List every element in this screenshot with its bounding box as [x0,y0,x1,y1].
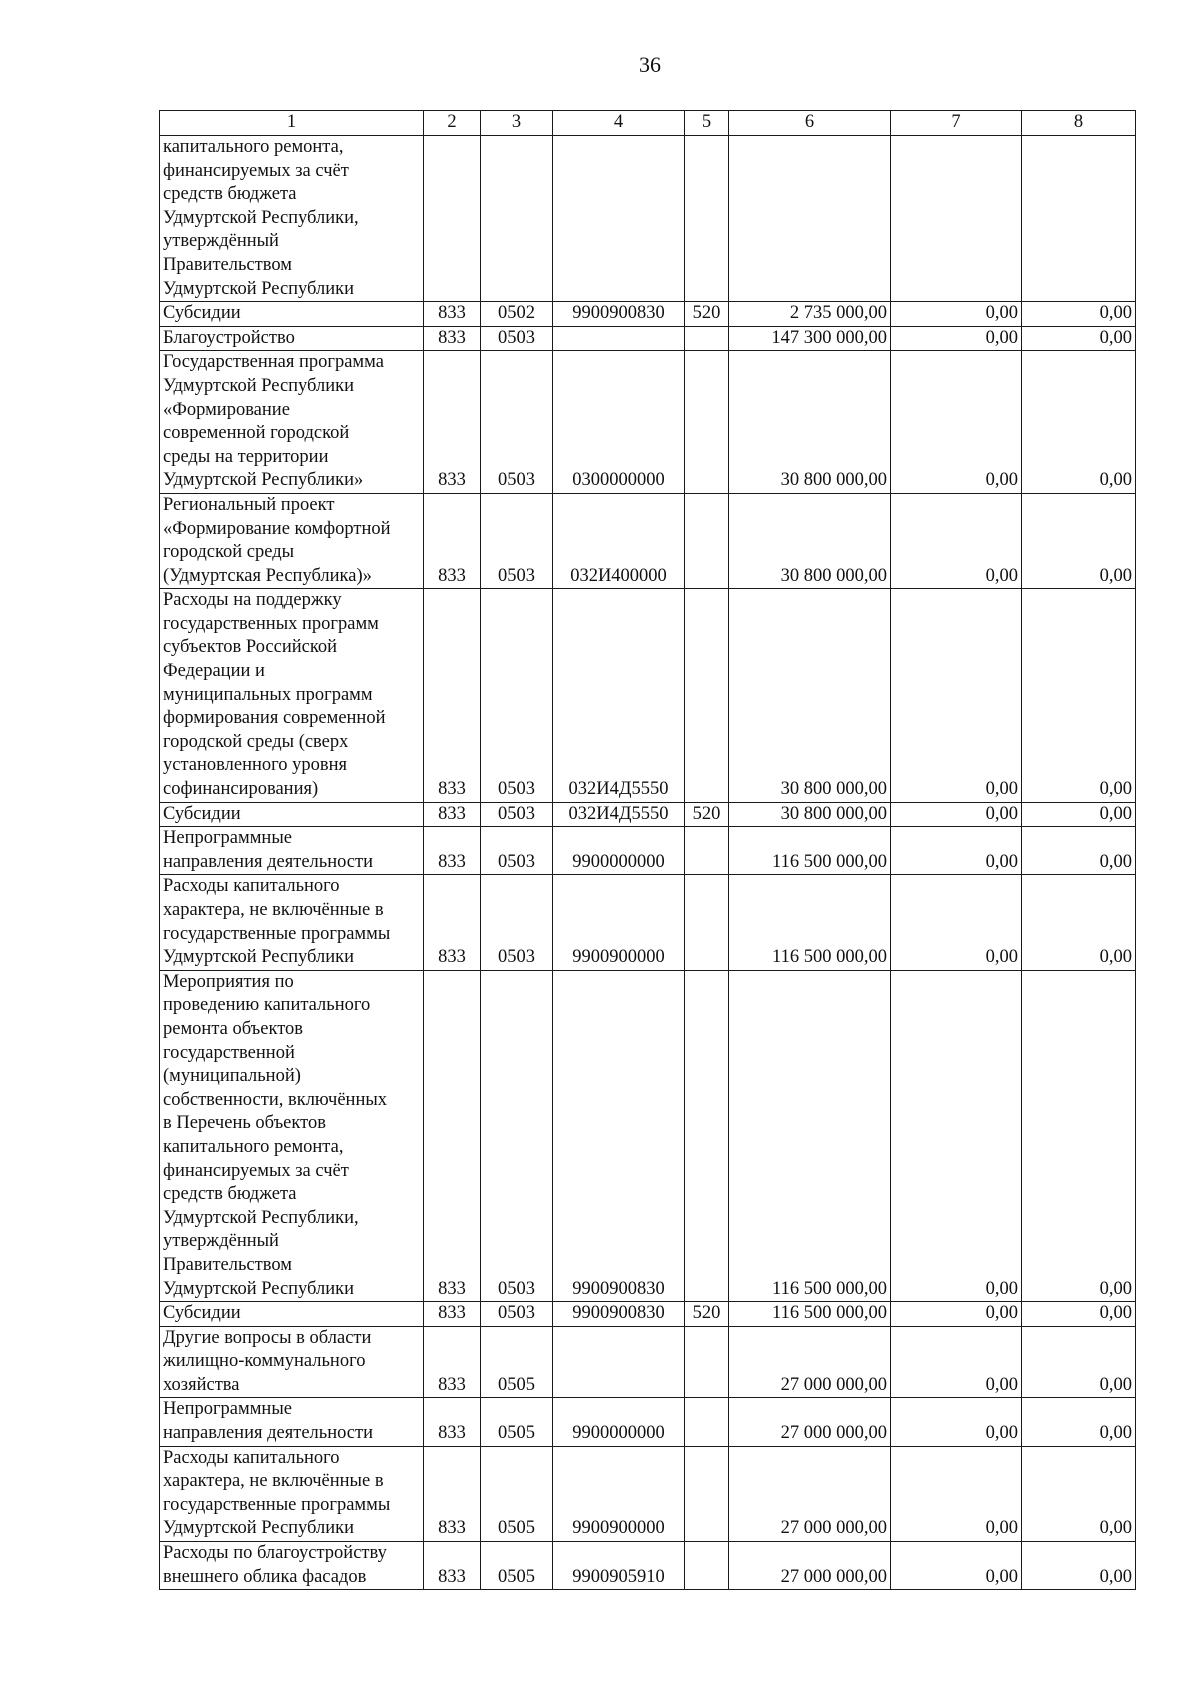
section-code-cell: 0503 [481,493,553,588]
row-name-line: «Формирование [163,399,290,420]
expense-type-cell: 520 [685,802,729,827]
row-name-line: софинансирования) [163,779,319,800]
row-name-line: ремонта объектов [163,1018,304,1039]
amount-col7-cell: 0,00 [891,970,1022,1301]
budget-table [159,110,1136,1590]
row-name-line: Расходы на поддержку [163,590,342,611]
column-number-row [160,111,1136,136]
department-code-cell: 833 [424,1326,481,1398]
table-row [160,1542,1136,1590]
row-name-line: Удмуртской Республики [163,278,355,299]
expense-type-cell [685,827,729,875]
amount-col7-cell: 0,00 [891,1542,1022,1590]
target-article-cell: 9900900830 [553,302,685,327]
department-code-cell: 833 [424,493,481,588]
column-number-cell: 8 [1022,111,1136,136]
row-name-line: средств бюджета [163,1184,297,1205]
row-name-cell [160,1326,424,1398]
expense-type-cell [685,136,729,302]
expense-type-cell [685,1446,729,1541]
row-name-line: Расходы капитального [163,876,340,897]
department-code-cell: 833 [424,1302,481,1327]
row-name-cell [160,589,424,802]
row-name-cell [160,802,424,827]
amount-col7-cell: 0,00 [891,1398,1022,1446]
table-row [160,351,1136,494]
row-name-line: Удмуртской Республики [163,1518,355,1539]
section-code-cell: 0505 [481,1398,553,1446]
table-row [160,1326,1136,1398]
row-name-line: средств бюджета [163,184,297,205]
section-code-cell: 0503 [481,1302,553,1327]
target-article-cell [553,1326,685,1398]
row-name-line: финансируемых за счёт [163,160,349,181]
amount-col8-cell: 0,00 [1022,1302,1136,1327]
row-name-line: Удмуртской Республики [163,1278,355,1299]
department-code-cell [424,136,481,302]
row-name-cell [160,970,424,1301]
amount-col6-cell [729,136,891,302]
row-name-line: Правительством [163,1254,292,1275]
target-article-cell: 9900000000 [553,827,685,875]
row-name-cell [160,1398,424,1446]
row-name-line: государственных программ [163,613,379,634]
row-name-line: капитального ремонта, [163,137,344,157]
amount-col7-cell: 0,00 [891,802,1022,827]
department-code-cell: 833 [424,326,481,351]
amount-col7-cell: 0,00 [891,1302,1022,1327]
target-article-cell [553,136,685,302]
row-name-line: Удмуртской Республики [163,947,355,968]
expense-type-cell: 520 [685,302,729,327]
target-article-cell: 9900900830 [553,1302,685,1327]
row-name-line: городской среды (сверх [163,731,349,752]
row-name-line: Региональный проект [163,494,335,515]
page-number: 36 [639,52,661,77]
department-code-cell: 833 [424,827,481,875]
row-name-line: Государственная программа [163,352,384,373]
row-name-line: Расходы по благоустройству [163,1543,387,1564]
expense-type-cell [685,1542,729,1590]
section-code-cell: 0503 [481,827,553,875]
expense-type-cell [685,493,729,588]
row-name-line: Удмуртской Республики [163,375,355,396]
row-name-line: Удмуртской Республики, [163,1207,359,1228]
row-name-cell [160,875,424,970]
expense-type-cell [685,589,729,802]
column-number-cell: 5 [685,111,729,136]
column-number-cell: 6 [729,111,891,136]
amount-col7-cell: 0,00 [891,302,1022,327]
row-name-line: направления деятельности [163,1423,374,1444]
table-row [160,589,1136,802]
table-body [160,136,1136,1590]
column-number-cell: 4 [553,111,685,136]
table-row [160,970,1136,1301]
section-code-cell: 0503 [481,970,553,1301]
amount-col8-cell: 0,00 [1022,1446,1136,1541]
amount-col7-cell: 0,00 [891,1446,1022,1541]
section-code-cell: 0503 [481,326,553,351]
amount-col8-cell: 0,00 [1022,802,1136,827]
department-code-cell: 833 [424,589,481,802]
amount-col8-cell: 0,00 [1022,493,1136,588]
section-code-cell: 0503 [481,589,553,802]
expense-type-cell [685,875,729,970]
section-code-cell: 0505 [481,1542,553,1590]
row-name-line: Мероприятия по [163,971,294,992]
target-article-cell: 9900000000 [553,1398,685,1446]
row-name-line: проведению капитального [163,995,371,1016]
target-article-cell: 9900900830 [553,970,685,1301]
amount-col6-cell: 27 000 000,00 [729,1326,891,1398]
row-name-line: утверждённый [163,231,279,252]
expense-type-cell [685,970,729,1301]
column-number-cell: 7 [891,111,1022,136]
amount-col7-cell: 0,00 [891,1326,1022,1398]
department-code-cell: 833 [424,1398,481,1446]
row-name-line: Другие вопросы в области [163,1327,372,1348]
row-name-line: государственной [163,1042,295,1063]
amount-col6-cell: 147 300 000,00 [729,326,891,351]
amount-col8-cell: 0,00 [1022,589,1136,802]
amount-col8-cell [1022,136,1136,302]
row-name-cell [160,493,424,588]
row-name-cell [160,351,424,494]
row-name-line: капитального ремонта, [163,1136,344,1157]
department-code-cell: 833 [424,875,481,970]
row-name-line: Субсидии [163,1303,241,1324]
table-row [160,1398,1136,1446]
amount-col8-cell: 0,00 [1022,1398,1136,1446]
row-name-cell [160,302,424,327]
expense-type-cell [685,326,729,351]
row-name-line: хозяйства [163,1374,240,1395]
row-name-line: направления деятельности [163,851,374,872]
amount-col6-cell: 2 735 000,00 [729,302,891,327]
expense-type-cell [685,1398,729,1446]
row-name-line: городской среды [163,542,295,563]
row-name-line: характера, не включённые в [163,900,384,920]
section-code-cell: 0502 [481,302,553,327]
department-code-cell: 833 [424,970,481,1301]
amount-col6-cell: 27 000 000,00 [729,1398,891,1446]
row-name-line: формирования современной [163,708,386,729]
amount-col8-cell: 0,00 [1022,827,1136,875]
section-code-cell: 0503 [481,351,553,494]
expense-type-cell [685,1326,729,1398]
amount-col8-cell: 0,00 [1022,875,1136,970]
target-article-cell: 9900905910 [553,1542,685,1590]
expense-type-cell [685,351,729,494]
row-name-line: субъектов Российской [163,637,338,658]
amount-col6-cell: 116 500 000,00 [729,1302,891,1327]
column-number-cell: 2 [424,111,481,136]
amount-col8-cell: 0,00 [1022,302,1136,327]
row-name-cell [160,136,424,302]
amount-col6-cell: 30 800 000,00 [729,802,891,827]
target-article-cell: 032И4Д5550 [553,802,685,827]
target-article-cell: 9900900000 [553,875,685,970]
expense-type-cell: 520 [685,1302,729,1327]
row-name-line: современной городской [163,423,350,444]
amount-col7-cell [891,136,1022,302]
row-name-cell [160,1542,424,1590]
amount-col6-cell: 116 500 000,00 [729,875,891,970]
amount-col8-cell: 0,00 [1022,326,1136,351]
amount-col7-cell: 0,00 [891,875,1022,970]
amount-col6-cell: 116 500 000,00 [729,827,891,875]
row-name-line: в Перечень объектов [163,1113,326,1134]
row-name-line: государственные программы [163,1494,391,1515]
amount-col7-cell: 0,00 [891,326,1022,351]
row-name-line: Благоустройство [163,327,295,348]
row-name-line: государственные программы [163,923,391,944]
column-number-cell: 1 [160,111,424,136]
row-name-line: Федерации и [163,661,265,682]
target-article-cell [553,326,685,351]
row-name-line: Непрограммные [163,1399,292,1420]
row-name-line: муниципальных программ [163,684,373,705]
row-name-line: Удмуртской Республики, [163,207,359,228]
table-row [160,136,1136,302]
row-name-line: (Удмуртская Республика)» [163,565,372,586]
target-article-cell: 9900900000 [553,1446,685,1541]
row-name-line: Удмуртской Республики» [163,470,364,491]
department-code-cell: 833 [424,802,481,827]
amount-col7-cell: 0,00 [891,351,1022,494]
department-code-cell: 833 [424,1446,481,1541]
section-code-cell: 0505 [481,1326,553,1398]
section-code-cell: 0503 [481,802,553,827]
row-name-cell [160,326,424,351]
table-row [160,1302,1136,1327]
department-code-cell: 833 [424,351,481,494]
amount-col6-cell: 30 800 000,00 [729,589,891,802]
table-row [160,1446,1136,1541]
section-code-cell: 0505 [481,1446,553,1541]
table-row [160,493,1136,588]
row-name-line: утверждённый [163,1231,279,1252]
row-name-line: внешнего облика фасадов [163,1566,367,1587]
row-name-line: Непрограммные [163,828,292,849]
department-code-cell: 833 [424,1542,481,1590]
section-code-cell [481,136,553,302]
row-name-line: финансируемых за счёт [163,1160,349,1181]
row-name-line: среды на территории [163,446,329,467]
table-row [160,302,1136,327]
row-name-line: (муниципальной) [163,1066,301,1087]
row-name-cell [160,827,424,875]
table-row [160,875,1136,970]
amount-col8-cell: 0,00 [1022,1326,1136,1398]
amount-col7-cell: 0,00 [891,589,1022,802]
row-name-line: «Формирование комфортной [163,518,391,539]
row-name-line: установленного уровня [163,755,348,776]
table-row [160,802,1136,827]
amount-col8-cell: 0,00 [1022,970,1136,1301]
row-name-line: Расходы капитального [163,1447,340,1468]
amount-col6-cell: 30 800 000,00 [729,351,891,494]
row-name-line: Правительством [163,254,292,275]
amount-col8-cell: 0,00 [1022,1542,1136,1590]
column-number-cell: 3 [481,111,553,136]
amount-col6-cell: 30 800 000,00 [729,493,891,588]
department-code-cell: 833 [424,302,481,327]
target-article-cell: 032И400000 [553,493,685,588]
target-article-cell: 032И4Д5550 [553,589,685,802]
table-row [160,326,1136,351]
target-article-cell: 0300000000 [553,351,685,494]
amount-col6-cell: 27 000 000,00 [729,1446,891,1541]
amount-col7-cell: 0,00 [891,493,1022,588]
row-name-line: характера, не включённые в [163,1471,384,1492]
row-name-line: собственности, включённых [163,1089,388,1110]
row-name-cell [160,1446,424,1541]
section-code-cell: 0503 [481,875,553,970]
amount-col7-cell: 0,00 [891,827,1022,875]
amount-col8-cell: 0,00 [1022,351,1136,494]
row-name-line: жилищно-коммунального [163,1351,366,1372]
amount-col6-cell: 27 000 000,00 [729,1542,891,1590]
row-name-cell [160,1302,424,1327]
row-name-line: Субсидии [163,303,241,324]
row-name-line: Субсидии [163,803,241,824]
amount-col6-cell: 116 500 000,00 [729,970,891,1301]
table-row [160,827,1136,875]
